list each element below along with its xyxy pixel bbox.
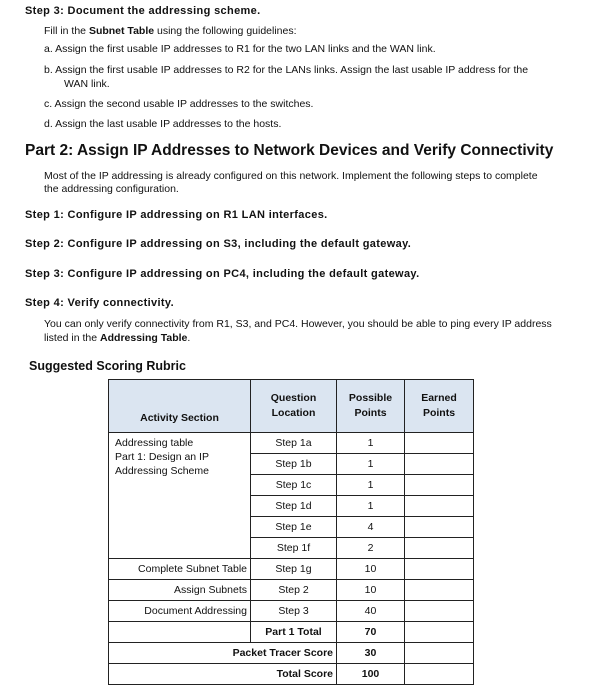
part1-total-row — [109, 622, 474, 643]
location-cell: Step 1b — [251, 454, 337, 475]
activity-cell: Document Addressing — [109, 601, 251, 622]
earned-cell[interactable] — [405, 580, 474, 601]
step3-item-b: b. Assign the first usable IP addresses to R2 for the LANs links. Assign the last usable IP address for the — [44, 64, 529, 76]
part2-heading: Part 2: Assign IP Addresses to Network Devices and Verify Connectivity — [25, 142, 554, 159]
earned-cell[interactable] — [405, 622, 474, 643]
location-cell: Step 1e — [251, 517, 337, 538]
step3-heading: Step 3: Document the addressing scheme. — [25, 5, 261, 17]
earned-cell[interactable] — [405, 475, 474, 496]
location-cell: Step 3 — [251, 601, 337, 622]
activity-cell: Assign Subnets — [109, 580, 251, 601]
part1-total-label: Part 1 Total — [251, 622, 337, 643]
step3-intro: Fill in the Subnet Table using the following guidelines: — [44, 25, 297, 37]
points-cell: 10 — [337, 559, 405, 580]
points-cell: 40 — [337, 601, 405, 622]
earned-cell[interactable] — [405, 517, 474, 538]
table-row — [109, 601, 474, 622]
verify-line1: You can only verify connectivity from R1, S3, and PC4. However, you should be able to ping every IP address — [44, 318, 552, 330]
total-score-points: 100 — [337, 664, 405, 685]
earned-cell[interactable] — [405, 601, 474, 622]
empty-cell — [109, 622, 251, 643]
header-possible-points: Possible Points — [337, 380, 405, 433]
packet-tracer-label: Packet Tracer Score — [109, 643, 337, 664]
step3-item-c: c. Assign the second usable IP addresses to the switches. — [44, 98, 314, 110]
table-row — [109, 433, 474, 454]
points-cell: 10 — [337, 580, 405, 601]
earned-cell[interactable] — [405, 496, 474, 517]
points-cell: 1 — [337, 433, 405, 454]
header-question-location: Question Location — [251, 380, 337, 433]
activity-addressing-table: Addressing table Part 1: Design an IP Addressing Scheme — [109, 433, 251, 559]
verify-line2: listed in the Addressing Table. — [44, 332, 191, 344]
step3-item-d: d. Assign the last usable IP addresses to the hosts. — [44, 118, 282, 130]
total-score-label: Total Score — [109, 664, 337, 685]
header-earned-points: Earned Points — [405, 380, 474, 433]
earned-cell[interactable] — [405, 433, 474, 454]
location-cell: Step 1c — [251, 475, 337, 496]
part2-step3-heading: Step 3: Configure IP addressing on PC4, including the default gateway. — [25, 268, 420, 280]
total-score-row — [109, 664, 474, 685]
points-cell: 1 — [337, 496, 405, 517]
location-cell: Step 2 — [251, 580, 337, 601]
earned-cell[interactable] — [405, 559, 474, 580]
location-cell: Step 1d — [251, 496, 337, 517]
table-row — [109, 580, 474, 601]
part1-total-points: 70 — [337, 622, 405, 643]
table-header-row — [109, 380, 474, 433]
part2-intro-line2: the addressing configuration. — [44, 183, 179, 195]
earned-cell[interactable] — [405, 538, 474, 559]
points-cell: 1 — [337, 475, 405, 496]
points-cell: 2 — [337, 538, 405, 559]
part2-step2-heading: Step 2: Configure IP addressing on S3, including the default gateway. — [25, 238, 412, 250]
packet-tracer-points: 30 — [337, 643, 405, 664]
location-cell: Step 1g — [251, 559, 337, 580]
points-cell: 4 — [337, 517, 405, 538]
location-cell: Step 1f — [251, 538, 337, 559]
part2-intro-line1: Most of the IP addressing is already configured on this network. Implement the following steps to complete — [44, 170, 538, 182]
points-cell: 1 — [337, 454, 405, 475]
part2-step1-heading: Step 1: Configure IP addressing on R1 LAN interfaces. — [25, 209, 328, 221]
scoring-rubric-table — [108, 379, 474, 685]
packet-tracer-row — [109, 643, 474, 664]
activity-cell: Complete Subnet Table — [109, 559, 251, 580]
step3-item-b-cont: WAN link. — [64, 78, 110, 90]
earned-cell[interactable] — [405, 664, 474, 685]
table-row — [109, 559, 474, 580]
step3-item-a: a. Assign the first usable IP addresses to R1 for the two LAN links and the WAN link. — [44, 43, 436, 55]
part2-step4-heading: Step 4: Verify connectivity. — [25, 297, 174, 309]
header-activity-section: Activity Section — [109, 380, 251, 433]
earned-cell[interactable] — [405, 454, 474, 475]
earned-cell[interactable] — [405, 643, 474, 664]
location-cell: Step 1a — [251, 433, 337, 454]
rubric-title: Suggested Scoring Rubric — [29, 359, 186, 373]
